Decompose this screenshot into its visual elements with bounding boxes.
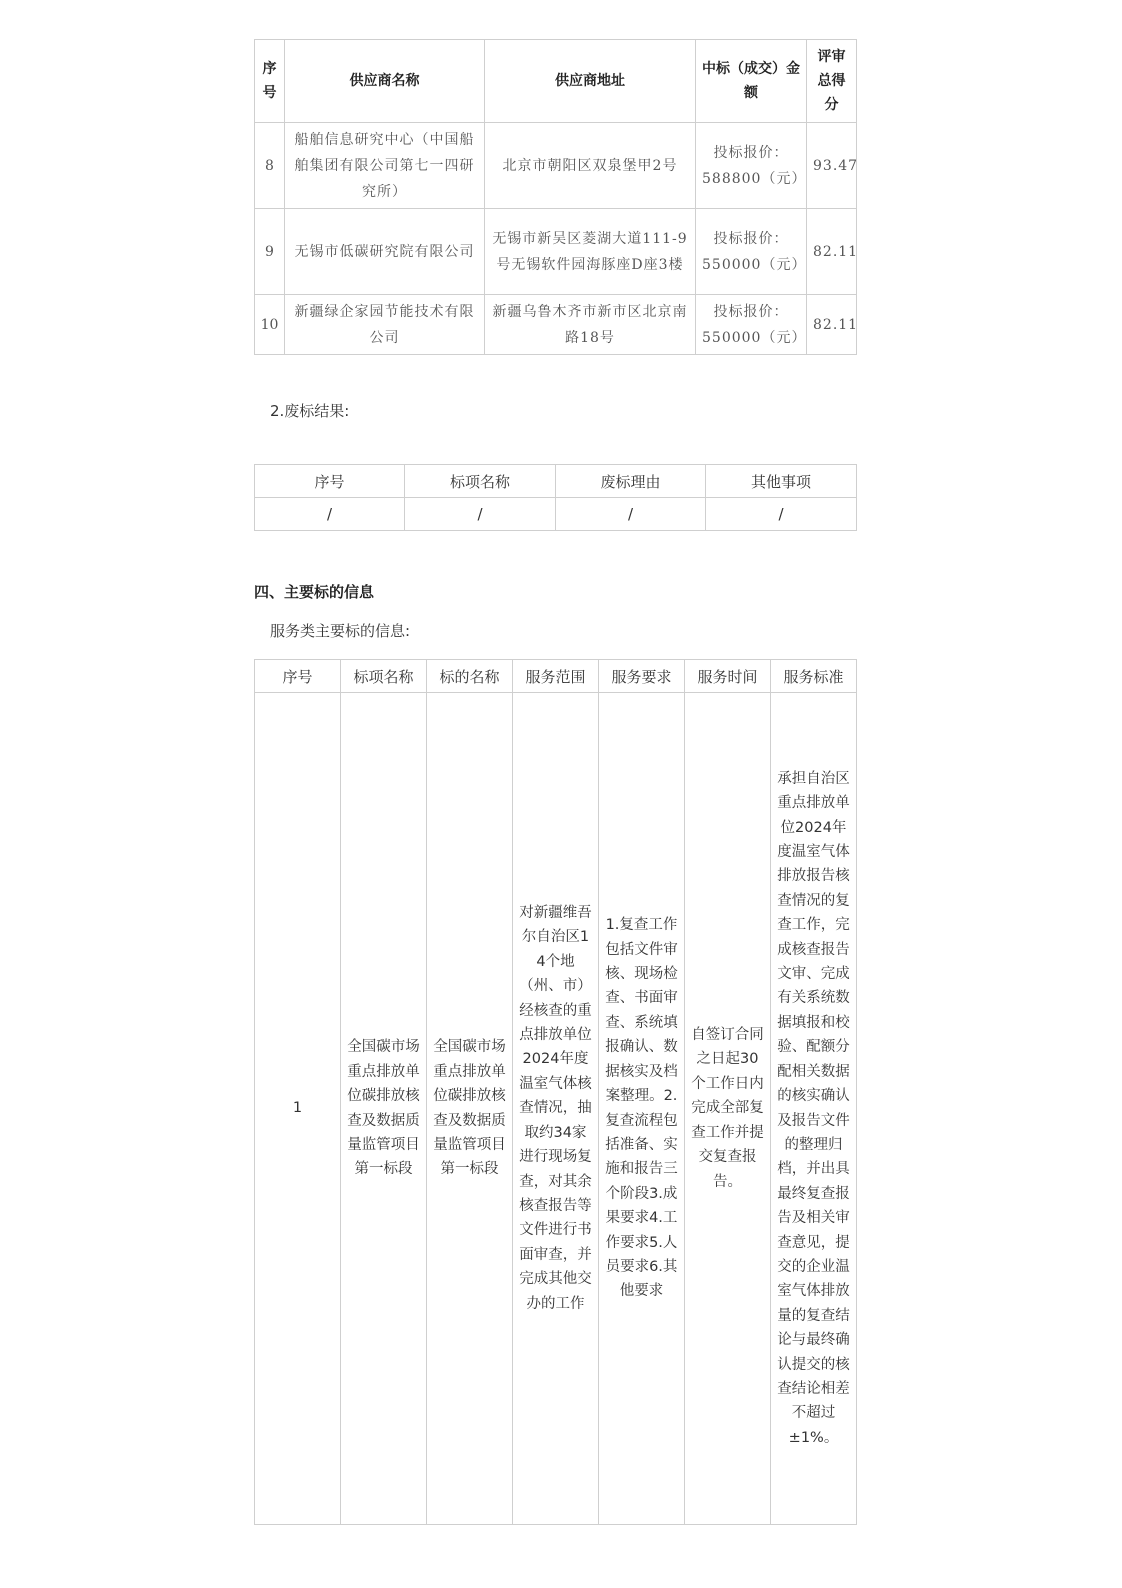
supplier-table xyxy=(254,39,857,355)
table-row xyxy=(255,693,857,1525)
void-result-table xyxy=(254,464,857,531)
row-total-score: 82.11 xyxy=(807,209,857,295)
service-cell-index: 1 xyxy=(255,693,341,1525)
void-cell-item-name: / xyxy=(405,498,556,531)
service-cell-standard: 承担自治区重点排放单位2024年度温室气体排放报告核查情况的复查工作，完成核查报告文审、完成有关系统数据填报和校验、配额分配相关数据的核实确认及报告文件的整理归档，并出具最终复查报告及相关审查意见，提交的企业温室气体排放量的复查结论与最终确认提交的核查结论相差不超过±1%。 xyxy=(771,693,857,1525)
row-supplier-address: 新疆乌鲁木齐市新市区北京南路18号 xyxy=(485,295,696,355)
header-total-score: 评审总得分 xyxy=(807,40,857,123)
service-header-requirements: 服务要求 xyxy=(599,660,685,693)
table-row xyxy=(255,123,857,209)
service-header-item-name: 标项名称 xyxy=(341,660,427,693)
header-supplier-address: 供应商地址 xyxy=(485,40,696,123)
service-cell-requirements: 1.复查工作包括文件审核、现场检查、书面审查、系统填报确认、数据核实及档案整理。2.复查流程包括准备、实施和报告三个阶段3.成果要求4.工作要求5.人员要求6.其他要求 xyxy=(599,693,685,1525)
void-header-other: 其他事项 xyxy=(706,465,857,498)
row-index: 8 xyxy=(255,123,285,209)
void-table-header xyxy=(255,465,857,498)
header-index: 序号 xyxy=(255,40,285,123)
row-bid-amount: 投标报价：550000（元） xyxy=(696,295,807,355)
service-header-time: 服务时间 xyxy=(685,660,771,693)
row-supplier-name: 新疆绿企家园节能技术有限公司 xyxy=(285,295,485,355)
void-header-index: 序号 xyxy=(255,465,405,498)
service-info-table xyxy=(254,659,857,1525)
void-cell-other: / xyxy=(706,498,857,531)
row-total-score: 82.11 xyxy=(807,295,857,355)
void-result-label: 2.废标结果: xyxy=(270,402,350,420)
supplier-table-header xyxy=(255,40,857,123)
void-cell-index: / xyxy=(255,498,405,531)
void-header-item-name: 标项名称 xyxy=(405,465,556,498)
row-bid-amount: 投标报价：588800（元） xyxy=(696,123,807,209)
service-cell-subject-name: 全国碳市场重点排放单位碳排放核查及数据质量监管项目第一标段 xyxy=(427,693,513,1525)
row-supplier-name: 无锡市低碳研究院有限公司 xyxy=(285,209,485,295)
void-cell-reason: / xyxy=(556,498,706,531)
header-bid-amount: 中标（成交）金额 xyxy=(696,40,807,123)
table-row xyxy=(255,498,857,531)
header-supplier-name: 供应商名称 xyxy=(285,40,485,123)
row-index: 9 xyxy=(255,209,285,295)
service-header-scope: 服务范围 xyxy=(513,660,599,693)
table-row xyxy=(255,209,857,295)
service-header-subject-name: 标的名称 xyxy=(427,660,513,693)
service-header-index: 序号 xyxy=(255,660,341,693)
row-bid-amount: 投标报价：550000（元） xyxy=(696,209,807,295)
service-info-label: 服务类主要标的信息: xyxy=(270,622,411,640)
service-table-header xyxy=(255,660,857,693)
void-header-reason: 废标理由 xyxy=(556,465,706,498)
service-cell-scope: 对新疆维吾尔自治区14个地（州、市）经核查的重点排放单位2024年度温室气体核查情况，抽取约34家进行现场复查，对其余核查报告等文件进行书面审查，并完成其他交办的工作 xyxy=(513,693,599,1525)
table-row xyxy=(255,295,857,355)
main-info-heading: 四、主要标的信息 xyxy=(254,583,375,601)
service-cell-time: 自签订合同之日起30个工作日内完成全部复查工作并提交复查报告。 xyxy=(685,693,771,1525)
row-total-score: 93.47 xyxy=(807,123,857,209)
row-supplier-address: 无锡市新吴区菱湖大道111-9号无锡软件园海豚座D座3楼 xyxy=(485,209,696,295)
service-header-standard: 服务标准 xyxy=(771,660,857,693)
service-cell-item-name: 全国碳市场重点排放单位碳排放核查及数据质量监管项目第一标段 xyxy=(341,693,427,1525)
row-supplier-address: 北京市朝阳区双泉堡甲2号 xyxy=(485,123,696,209)
row-index: 10 xyxy=(255,295,285,355)
row-supplier-name: 船舶信息研究中心（中国船舶集团有限公司第七一四研究所） xyxy=(285,123,485,209)
